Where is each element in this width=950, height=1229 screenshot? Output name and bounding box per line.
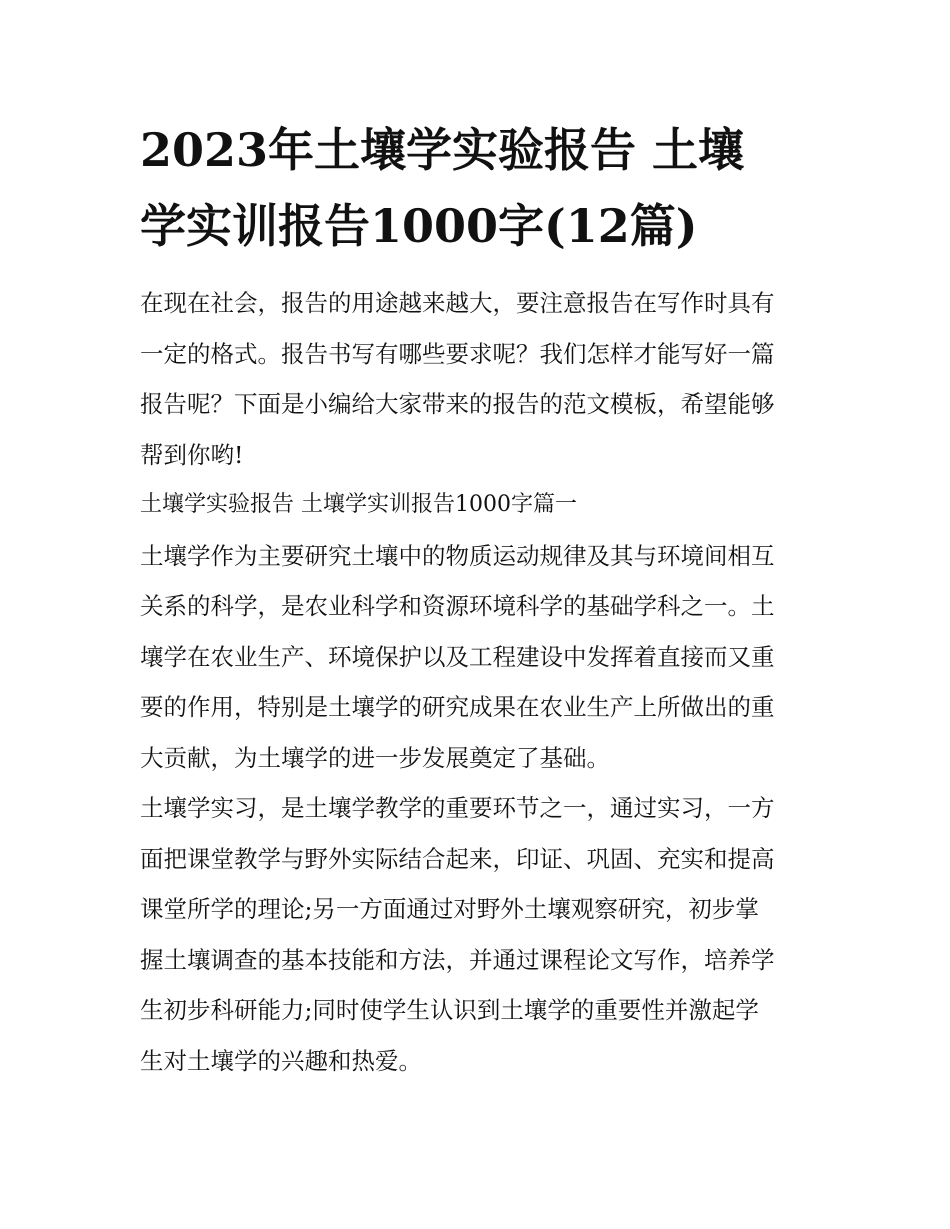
text-line: 要的作用，特别是土壤学的研究成果在农业生产上所做出的重 [140,693,775,721]
text-line: 土壤学实习，是土壤学教学的重要环节之一，通过实习，一方 [140,794,775,822]
text-line: 生初步科研能力;同时使学生认识到土壤学的重要性并激起学 [140,996,759,1024]
title-line: 学实训报告1000字(12篇) [140,199,698,253]
text-line: 生对土壤学的兴趣和热爱。 [140,1046,422,1075]
document-title [140,112,812,264]
body-paragraph-2 [140,783,812,1086]
text-line: 面把课堂教学与野外实际结合起来，印证、巩固、充实和提高 [140,844,775,873]
text-line: 课堂所学的理论;另一方面通过对野外土壤观察研究，初步掌 [140,895,759,923]
text-line: 壤学在农业生产、环境保护以及工程建设中发挥着直接而又重 [140,642,775,671]
intro-paragraph [140,278,812,480]
text-line: 关系的科学，是农业科学和资源环境科学的基础学科之一。土 [140,592,775,620]
text-line: 帮到你哟! [140,440,244,469]
text-line: 土壤学作为主要研究土壤中的物质运动规律及其与环境间相互 [140,541,775,570]
document-page [140,112,812,1086]
text-line: 在现在社会，报告的用途越来越大，要注意报告在写作时具有 [140,289,775,317]
text-line: 握土壤调查的基本技能和方法，并通过课程论文写作，培养学 [140,945,775,974]
text-line: 一定的格式。报告书写有哪些要求呢？我们怎样才能写好一篇 [140,339,775,368]
text-line: 报告呢？下面是小编给大家带来的报告的范文模板，希望能够 [140,390,775,418]
section-heading: 土壤学实验报告 土壤学实训报告1000字篇一 [140,492,577,517]
title-line: 2023年土壤学实验报告 土壤 [140,123,745,177]
body-paragraph-1 [140,531,812,784]
text-line: 大贡献，为土壤学的进一步发展奠定了基础。 [140,743,610,772]
